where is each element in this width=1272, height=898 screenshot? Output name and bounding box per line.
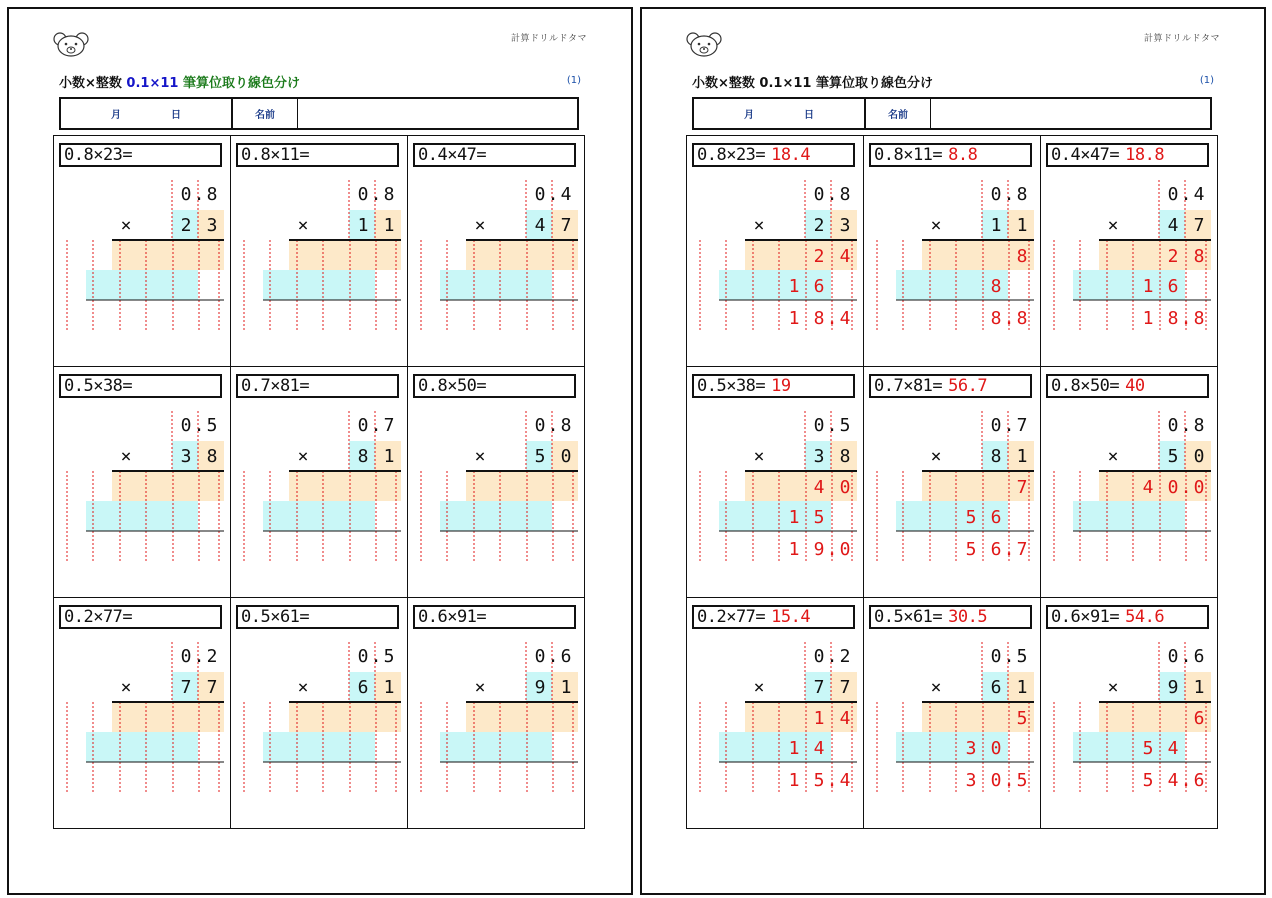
partial-product-band-1 [466, 702, 578, 732]
multiplier-digit: 4 [1167, 215, 1179, 236]
multiplicand-digit: 6 [560, 646, 572, 667]
partial-product-band-1 [112, 702, 224, 732]
question-text: 0.8×11= [874, 145, 943, 165]
partial-product-2-digit: 1 [788, 276, 800, 297]
multiplier-digit: 1 [560, 677, 572, 698]
final-product-digit: 5 [813, 770, 825, 791]
worksheet-title [59, 72, 300, 91]
question-box [869, 374, 1032, 398]
multiplicand-digit: 8 [1016, 184, 1028, 205]
multiplier-digit: 1 [383, 446, 395, 467]
question-text: 0.6×91= [418, 607, 487, 627]
partial-product-1-digit: 4 [813, 477, 825, 498]
partial-product-2-digit: 5 [965, 507, 977, 528]
partial-product-2-digit: 6 [813, 276, 825, 297]
multiplicand-digit: 8 [560, 415, 572, 436]
multiplier-digit: 0 [560, 446, 572, 467]
multiplicand-digit: 0 [357, 415, 369, 436]
partial-product-band-2 [263, 732, 375, 762]
title-topic: 0.1×11 [126, 76, 179, 91]
multiplicand-digit: 0 [180, 184, 192, 205]
partial-product-band-1 [466, 240, 578, 270]
problem-cell [231, 136, 408, 367]
answer-text: 15.4 [771, 607, 811, 627]
partial-product-1-digit: 4 [839, 708, 851, 729]
question-text: 0.2×77= [697, 607, 766, 627]
column-multiplication [408, 367, 585, 598]
problem-cell [1041, 598, 1218, 829]
multiplicand-point: . [1180, 646, 1192, 667]
problem-cell [687, 367, 864, 598]
question-box [59, 143, 222, 167]
multiplier-digit: 3 [813, 446, 825, 467]
bear-logo-icon [686, 31, 722, 61]
multiplicand-point: . [1003, 415, 1015, 436]
partial-product-2-digit: 1 [1142, 276, 1154, 297]
multiplier-digit: 9 [534, 677, 546, 698]
column-multiplication [687, 136, 864, 367]
multiplier-digit: 2 [813, 215, 825, 236]
multiplicand-digit: 7 [1016, 415, 1028, 436]
partial-product-band-2 [440, 501, 552, 531]
partial-product-2-digit: 4 [813, 738, 825, 759]
question-text: 0.6×91= [1051, 607, 1120, 627]
partial-product-2-digit: 4 [1167, 738, 1179, 759]
final-product-point: . [826, 770, 838, 791]
multiplier-digit: 8 [357, 446, 369, 467]
partial-product-band-2 [263, 270, 375, 300]
multiplicand-digit: 0 [357, 184, 369, 205]
column-multiplication [231, 598, 408, 829]
column-multiplication [864, 136, 1041, 367]
partial-product-2-digit: 5 [1142, 738, 1154, 759]
name-date-box [59, 97, 579, 130]
final-product-point: . [1003, 770, 1015, 791]
question-text: 0.8×50= [418, 376, 487, 396]
title-prefix: 小数×整数 [692, 76, 760, 91]
multiplicand-digit: 0 [180, 646, 192, 667]
partial-product-1-point: . [1180, 477, 1192, 498]
final-product-digit: 5 [1016, 770, 1028, 791]
multiplier-digit: 1 [383, 215, 395, 236]
multiplier-digit: 4 [534, 215, 546, 236]
final-product-digit: 8 [1193, 308, 1205, 329]
final-product-digit: 3 [965, 770, 977, 791]
final-product-digit: 1 [788, 539, 800, 560]
multiplier-digit: 1 [357, 215, 369, 236]
final-product-digit: 5 [965, 539, 977, 560]
partial-product-band-2 [263, 501, 375, 531]
partial-product-2-digit: 1 [788, 507, 800, 528]
times-sign: × [930, 215, 942, 236]
final-product-digit: 4 [839, 770, 851, 791]
worksheet-page-problems [7, 7, 633, 895]
partial-product-2-digit: 0 [990, 738, 1002, 759]
title-topic: 0.1×11 [759, 76, 812, 91]
partial-product-band-2 [1073, 501, 1185, 531]
multiplicand-point: . [193, 184, 205, 205]
problem-cell [864, 598, 1041, 829]
brand-label: 計算ドリルドタマ [510, 34, 587, 44]
partial-product-1-digit: 8 [1193, 246, 1205, 267]
multiplicand-digit: 8 [839, 184, 851, 205]
times-sign: × [297, 215, 309, 236]
multiplier-digit: 7 [839, 677, 851, 698]
multiplier-digit: 1 [1016, 677, 1028, 698]
question-box [869, 143, 1032, 167]
partial-product-1-digit: 2 [1167, 246, 1179, 267]
final-product-digit: 4 [1167, 770, 1179, 791]
partial-product-band-2 [440, 732, 552, 762]
partial-product-1-digit: 1 [813, 708, 825, 729]
multiplicand-point: . [547, 646, 559, 667]
multiplicand-digit: 0 [357, 646, 369, 667]
problem-cell [408, 136, 585, 367]
final-product-digit: 6 [990, 539, 1002, 560]
multiplicand-point: . [547, 184, 559, 205]
multiplicand-digit: 2 [206, 646, 218, 667]
answer-grid [686, 135, 1218, 829]
partial-product-1-digit: 0 [1193, 477, 1205, 498]
problem-grid [53, 135, 585, 829]
multiplicand-point: . [370, 415, 382, 436]
problem-cell [1041, 367, 1218, 598]
question-text: 0.5×61= [874, 607, 943, 627]
multiplier-digit: 1 [990, 215, 1002, 236]
multiplicand-digit: 7 [383, 415, 395, 436]
multiplicand-digit: 0 [534, 646, 546, 667]
multiplier-digit: 3 [206, 215, 218, 236]
question-box [1046, 143, 1209, 167]
question-text: 0.5×38= [697, 376, 766, 396]
final-product-digit: 8 [990, 308, 1002, 329]
title-suffix: 筆算位取り線色分け [178, 76, 300, 91]
multiplicand-point: . [547, 415, 559, 436]
multiplier-digit: 8 [990, 446, 1002, 467]
answer-text: 40 [1125, 376, 1145, 396]
final-product-digit: 1 [788, 770, 800, 791]
multiplicand-digit: 2 [839, 646, 851, 667]
multiplier-digit: 1 [383, 677, 395, 698]
final-product-digit: 5 [1142, 770, 1154, 791]
problem-cell [54, 598, 231, 829]
problem-cell [408, 367, 585, 598]
question-box [413, 374, 576, 398]
partial-product-band-1 [289, 471, 401, 501]
final-product-digit: 4 [839, 308, 851, 329]
partial-product-1-digit: 0 [1167, 477, 1179, 498]
multiplier-digit: 7 [180, 677, 192, 698]
multiplier-digit: 6 [990, 677, 1002, 698]
times-sign: × [120, 677, 132, 698]
question-box [59, 374, 222, 398]
multiplicand-point: . [1180, 184, 1192, 205]
multiplicand-digit: 0 [1167, 646, 1179, 667]
times-sign: × [120, 446, 132, 467]
question-box [413, 143, 576, 167]
final-product-digit: 8 [813, 308, 825, 329]
final-product-digit: 0 [990, 770, 1002, 791]
final-product-point: . [1003, 539, 1015, 560]
multiplier-digit: 7 [206, 677, 218, 698]
multiplicand-point: . [826, 415, 838, 436]
final-product-digit: 1 [788, 308, 800, 329]
multiplier-digit: 2 [180, 215, 192, 236]
partial-product-2-digit: 6 [1167, 276, 1179, 297]
final-product-digit: 7 [1016, 539, 1028, 560]
page-number: (1) [1199, 75, 1214, 86]
multiplicand-digit: 0 [990, 415, 1002, 436]
multiplier-digit: 6 [357, 677, 369, 698]
question-text: 0.5×61= [241, 607, 310, 627]
worksheet-title [692, 72, 933, 91]
column-multiplication [54, 367, 231, 598]
multiplier-digit: 1 [1016, 446, 1028, 467]
column-multiplication [408, 598, 585, 829]
multiplicand-digit: 5 [383, 646, 395, 667]
partial-product-1-digit: 0 [839, 477, 851, 498]
question-text: 0.7×81= [874, 376, 943, 396]
final-product-point: . [1180, 308, 1192, 329]
month-label: 月 [111, 110, 121, 121]
question-box [1046, 374, 1209, 398]
column-multiplication [687, 367, 864, 598]
final-product-digit: 6 [1193, 770, 1205, 791]
column-multiplication [231, 367, 408, 598]
multiplicand-digit: 0 [813, 184, 825, 205]
final-product-digit: 8 [1016, 308, 1028, 329]
multiplicand-digit: 0 [1167, 184, 1179, 205]
partial-product-1-digit: 8 [1016, 246, 1028, 267]
partial-product-band-2 [86, 270, 198, 300]
title-prefix: 小数×整数 [59, 76, 127, 91]
multiplicand-point: . [370, 646, 382, 667]
multiplicand-digit: 4 [1193, 184, 1205, 205]
multiplicand-point: . [193, 415, 205, 436]
day-label: 日 [804, 110, 814, 121]
question-text: 0.8×23= [697, 145, 766, 165]
question-box [1046, 605, 1209, 629]
month-label: 月 [744, 110, 754, 121]
problem-cell [408, 598, 585, 829]
times-sign: × [1107, 677, 1119, 698]
multiplicand-digit: 5 [839, 415, 851, 436]
times-sign: × [753, 215, 765, 236]
partial-product-band-1 [112, 471, 224, 501]
multiplier-digit: 7 [813, 677, 825, 698]
answer-text: 54.6 [1125, 607, 1165, 627]
multiplier-digit: 9 [1167, 677, 1179, 698]
final-product-digit: 8 [1167, 308, 1179, 329]
multiplier-digit: 3 [839, 215, 851, 236]
answer-text: 19 [771, 376, 791, 396]
question-text: 0.5×38= [64, 376, 133, 396]
multiplicand-digit: 0 [813, 646, 825, 667]
problem-cell [687, 598, 864, 829]
question-text: 0.8×50= [1051, 376, 1120, 396]
final-product-digit: 0 [839, 539, 851, 560]
problem-cell [687, 136, 864, 367]
question-text: 0.4×47= [418, 145, 487, 165]
partial-product-2-digit: 1 [788, 738, 800, 759]
partial-product-1-digit: 4 [1142, 477, 1154, 498]
multiplicand-point: . [826, 646, 838, 667]
multiplier-digit: 8 [206, 446, 218, 467]
multiplicand-digit: 5 [206, 415, 218, 436]
multiplier-digit: 1 [1193, 677, 1205, 698]
multiplier-digit: 7 [560, 215, 572, 236]
times-sign: × [753, 446, 765, 467]
problem-cell [864, 136, 1041, 367]
multiplicand-point: . [1003, 184, 1015, 205]
partial-product-band-1 [112, 240, 224, 270]
question-box [692, 374, 855, 398]
day-label: 日 [171, 110, 181, 121]
multiplicand-point: . [826, 184, 838, 205]
times-sign: × [474, 215, 486, 236]
partial-product-band-1 [466, 471, 578, 501]
bear-logo-icon [53, 31, 89, 61]
column-multiplication [864, 598, 1041, 829]
final-product-point: . [1003, 308, 1015, 329]
multiplier-digit: 5 [1167, 446, 1179, 467]
problem-cell [231, 367, 408, 598]
partial-product-band-1 [289, 702, 401, 732]
partial-product-1-digit: 4 [839, 246, 851, 267]
name-label: 名前 [255, 110, 275, 121]
multiplicand-digit: 6 [1193, 646, 1205, 667]
question-box [692, 605, 855, 629]
question-text: 0.8×23= [64, 145, 133, 165]
multiplicand-digit: 5 [1016, 646, 1028, 667]
multiplicand-digit: 0 [534, 415, 546, 436]
multiplier-digit: 1 [1016, 215, 1028, 236]
multiplicand-digit: 4 [560, 184, 572, 205]
multiplier-digit: 8 [839, 446, 851, 467]
final-product-digit: 1 [1142, 308, 1154, 329]
title-suffix: 筆算位取り線色分け [811, 76, 933, 91]
column-multiplication [1041, 598, 1218, 829]
multiplicand-digit: 0 [990, 184, 1002, 205]
partial-product-1-digit: 5 [1016, 708, 1028, 729]
question-text: 0.8×11= [241, 145, 310, 165]
multiplier-digit: 0 [1193, 446, 1205, 467]
final-product-point: . [826, 539, 838, 560]
question-box [692, 143, 855, 167]
column-multiplication [1041, 367, 1218, 598]
multiplier-digit: 7 [1193, 215, 1205, 236]
multiplicand-digit: 0 [1167, 415, 1179, 436]
times-sign: × [474, 677, 486, 698]
question-box [236, 143, 399, 167]
times-sign: × [297, 446, 309, 467]
answer-text: 18.4 [771, 145, 811, 165]
problem-cell [54, 136, 231, 367]
problem-cell [864, 367, 1041, 598]
final-product-digit: 9 [813, 539, 825, 560]
column-multiplication [687, 598, 864, 829]
column-multiplication [231, 136, 408, 367]
answer-text: 56.7 [948, 376, 988, 396]
partial-product-band-1 [289, 240, 401, 270]
partial-product-1-digit: 6 [1193, 708, 1205, 729]
partial-product-2-digit: 8 [990, 276, 1002, 297]
partial-product-band-2 [86, 732, 198, 762]
times-sign: × [753, 677, 765, 698]
multiplicand-digit: 8 [1193, 415, 1205, 436]
multiplier-digit: 3 [180, 446, 192, 467]
multiplicand-digit: 0 [813, 415, 825, 436]
column-multiplication [54, 598, 231, 829]
column-multiplication [54, 136, 231, 367]
final-product-point: . [826, 308, 838, 329]
multiplicand-digit: 0 [180, 415, 192, 436]
multiplicand-digit: 8 [383, 184, 395, 205]
partial-product-1-digit: 7 [1016, 477, 1028, 498]
times-sign: × [930, 446, 942, 467]
partial-product-band-2 [86, 501, 198, 531]
times-sign: × [120, 215, 132, 236]
question-box [869, 605, 1032, 629]
question-box [236, 374, 399, 398]
answer-text: 8.8 [948, 145, 978, 165]
answer-text: 30.5 [948, 607, 988, 627]
question-box [59, 605, 222, 629]
multiplicand-point: . [193, 646, 205, 667]
times-sign: × [1107, 446, 1119, 467]
question-box [236, 605, 399, 629]
answer-text: 18.8 [1125, 145, 1165, 165]
partial-product-2-digit: 5 [813, 507, 825, 528]
final-product-point: . [1180, 770, 1192, 791]
multiplicand-digit: 0 [534, 184, 546, 205]
multiplicand-digit: 8 [206, 184, 218, 205]
name-label: 名前 [888, 110, 908, 121]
column-multiplication [408, 136, 585, 367]
worksheet-page-answers [640, 7, 1266, 895]
question-text: 0.2×77= [64, 607, 133, 627]
times-sign: × [474, 446, 486, 467]
partial-product-2-digit: 3 [965, 738, 977, 759]
name-date-box [692, 97, 1212, 130]
problem-cell [54, 367, 231, 598]
question-text: 0.7×81= [241, 376, 310, 396]
times-sign: × [1107, 215, 1119, 236]
brand-label: 計算ドリルドタマ [1143, 34, 1220, 44]
multiplicand-digit: 0 [990, 646, 1002, 667]
multiplier-digit: 5 [534, 446, 546, 467]
partial-product-band-2 [440, 270, 552, 300]
multiplicand-point: . [370, 184, 382, 205]
multiplicand-point: . [1180, 415, 1192, 436]
times-sign: × [930, 677, 942, 698]
problem-cell [231, 598, 408, 829]
question-box [413, 605, 576, 629]
column-multiplication [864, 367, 1041, 598]
times-sign: × [297, 677, 309, 698]
multiplicand-point: . [1003, 646, 1015, 667]
partial-product-1-digit: 2 [813, 246, 825, 267]
column-multiplication [1041, 136, 1218, 367]
page-number: (1) [566, 75, 581, 86]
partial-product-2-digit: 6 [990, 507, 1002, 528]
question-text: 0.4×47= [1051, 145, 1120, 165]
problem-cell [1041, 136, 1218, 367]
